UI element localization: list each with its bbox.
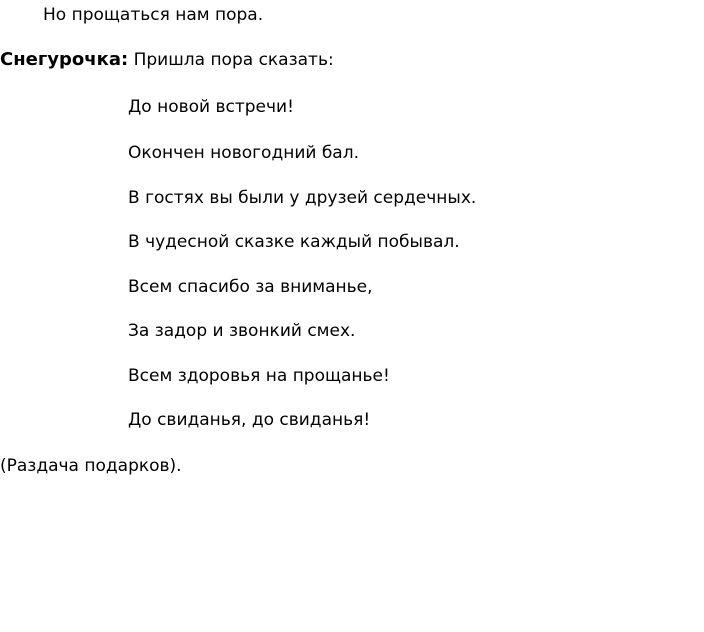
speaker-paragraph: [0, 49, 334, 71]
verse-line: Всем здоровья на прощанье!: [128, 366, 390, 386]
verse-line: В гостях вы были у друзей сердечных.: [128, 188, 477, 208]
speaker-name: Снегурочка:: [0, 49, 129, 70]
verse-line: За задор и звонкий смех.: [128, 321, 356, 341]
verse-line: До свиданья, до свиданья!: [128, 410, 371, 430]
verse-line: Окончен новогодний бал.: [128, 143, 359, 163]
verse-line: До новой встречи!: [128, 97, 294, 117]
intro-line: Но прощаться нам пора.: [43, 5, 264, 25]
stage-direction: (Раздача подарков).: [0, 456, 182, 476]
verse-line: Всем спасибо за вниманье,: [128, 277, 373, 297]
speaker-line: Пришла пора сказать:: [133, 50, 334, 70]
verse-line: В чудесной сказке каждый побывал.: [128, 232, 460, 252]
